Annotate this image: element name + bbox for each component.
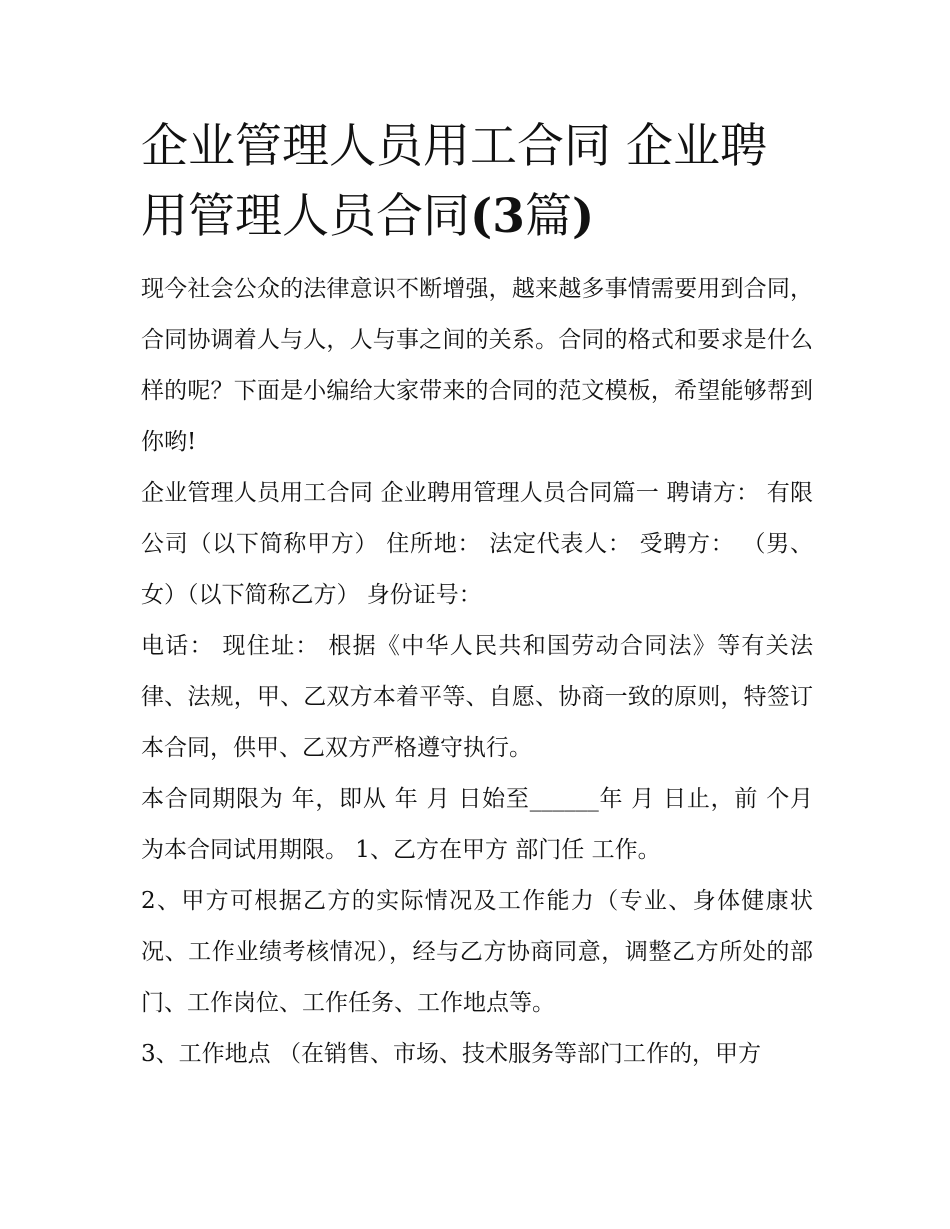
clause-3-paragraph: 3、工作地点 （在销售、市场、技术服务等部门工作的，甲方 xyxy=(141,1041,761,1067)
title-close: ) xyxy=(571,189,595,244)
document-body xyxy=(141,112,813,1080)
title-unit: 篇 xyxy=(524,189,572,244)
document-title xyxy=(141,112,813,252)
title-count: (3 xyxy=(470,189,525,244)
clause-2-paragraph: 2、甲方可根据乙方的实际情况及工作能力（专业、身体健康状况、工作业绩考核情况），经与乙方协商同意，调整乙方所处的部门、工作岗位、工作任务、工作地点等。 xyxy=(141,888,813,1016)
term-paragraph: 本合同期限为 年，即从 年 月 日始至______年 月 日止，前 个月为本合同试用期限。 1、乙方在甲方 部门任 工作。 xyxy=(141,786,813,863)
title-text: 企业管理人员用工合同 企业聘用管理人员合同 xyxy=(141,119,767,244)
parties-paragraph: 企业管理人员用工合同 企业聘用管理人员合同篇一 聘请方： 有限公司（以下简称甲方） 住所地： 法定代表人： 受聘方： （男、女）（以下简称乙方） 身份证号： xyxy=(141,480,813,608)
legal-basis-paragraph: 电话： 现住址： 根据《中华人民共和国劳动合同法》等有关法律、法规，甲、乙双方本着平等、自愿、协商一致的原则，特签订本合同，供甲、乙双方严格遵守执行。 xyxy=(141,633,813,761)
intro-paragraph: 现今社会公众的法律意识不断增强，越来越多事情需要用到合同，合同协调着人与人，人与事之间的关系。合同的格式和要求是什么样的呢？下面是小编给大家带来的合同的范文模板，希望能够帮到你哟! xyxy=(141,276,813,455)
